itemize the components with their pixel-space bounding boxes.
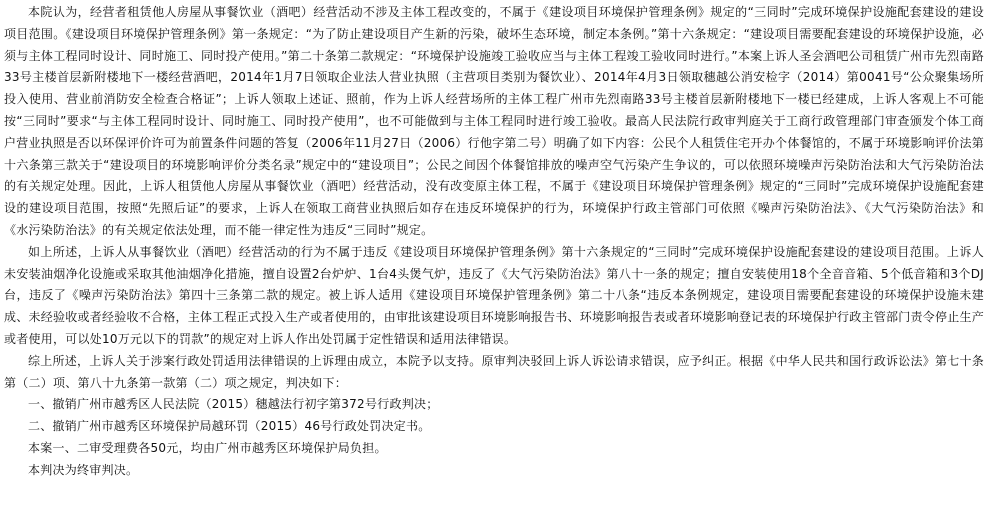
- analysis-paragraph: 如上所述，上诉人从事餐饮业（酒吧）经营活动的行为不属于违反《建设项目环境保护管理条例》第十六条规定的“三同时”完成环境保护设施配套建设的建设项目范围。上诉人未安装油烟净化设施或采取其他油烟净化措施，擅自设置2台炉炉、1台4头煲气炉，违反了《大气污染防治法》第八十一条的规定；擅自安装使用18个全音音箱、5个低音箱和3个DJ台，违反了《噪声污染防治法》第四十三条第二款的规定。被上诉人适用《建设项目环境保护管理条例》第二十八条“违反本条例规定，建设项目需要配套建设的环境保护设施未建成、未经验收或者经验收不合格，主体工程正式投入生产或者使用的，由审批该建设项目环境影响报告书、环境影响报告表或者环境影响登记表的环境保护行政主管部门责令停止生产或者使用，可以处10万元以下的罚款”的规定对上诉人作出处罚属于定性错误和适用法律错误。: [4, 244, 985, 346]
- conclusion-paragraph: 综上所述，上诉人关于涉案行政处罚适用法律错误的上诉理由成立，本院予以支持。原审判决驳回上诉人诉讼请求错误，应予纠正。根据《中华人民共和国行政诉讼法》第七十条第（二）项、第八十九条第一款第（二）项之规定，判决如下：: [4, 353, 984, 390]
- judgment-item-1: 一、撤销广州市越秀区人民法院（2015）穗越法行初字第372号行政判决；: [28, 397, 439, 412]
- judgment-document: [4, 2, 984, 482]
- reasoning-paragraph: 本院认为，经营者租赁他人房屋从事餐饮业（酒吧）经营活动不涉及主体工程改变的，不属于《建设项目环境保护管理条例》规定的“三同时”完成环境保护设施配套建设的建设项目范围。《建设项目环境保护管理条例》第一条规定：“为了防止建设项目产生新的污染，破坏生态环境，制定本条例。”第十六条规定：“建设项目需要配套建设的环境保护设施，必须与主体工程同时设计、同时施工、同时投产使用。”第二十条第二款规定：“环境保护设施竣工验收应当与主体工程竣工验收同时进行。”本案上诉人圣会酒吧公司租赁广州市先烈南路33号主楼首层新附楼地下一楼经营酒吧，2014年1月7日领取企业法人营业执照（主营项目类别为餐饮业）、2014年4月3日领取穗越公消安检字（2014）第0041号“公众聚集场所投入使用、营业前消防安全检查合格证”；上诉人领取上述证、照前，作为上诉人经营场所的主体工程广州市先烈南路33号主楼首层新附楼地下一楼已经建成，上诉人客观上不可能按“三同时”要求“与主体工程同时设计、同时施工、同时投产使用”，也不可能做到与主体工程同时进行竣工验收。最高人民法院行政审判庭关于工商行政管理部门审查颁发个体工商户营业执照是否以环保评价许可为前置条件问题的答复（2006年11月27日（2006）行他字第二号）明确了如下内容：公民个人租赁住宅开办个体餐馆的，不属于环境影响评价法第十六条第三款关于“建设项目的环境影响评价分类名录”规定中的“建设项目”；公民之间因个体餐馆排放的噪声空气污染产生争议的，可以依照环境噪声污染防治法和大气污染防治法的有关规定处理。因此，上诉人租赁他人房屋从事餐饮业（酒吧）经营活动，没有改变原主体工程，不属于《建设项目环境保护管理条例》规定的“三同时”完成环境保护设施配套建设的建设项目范围，按照“先照后证”的要求，上诉人在领取工商营业执照后如存在违反环境保护的行为，环境保护行政主管部门可依照《噪声污染防治法》、《大气污染防治法》和《水污染防治法》的有关规定依法处理，而不能一律定性为违反“三同时”规定。: [4, 5, 984, 237]
- final-judgment-statement: 本判决为终审判决。: [28, 462, 139, 477]
- judgment-item-2: 二、撤销广州市越秀区环境保护局越环罚（2015）46号行政处罚决定书。: [28, 419, 431, 434]
- court-fee-statement: 本案一、二审受理费各50元，均由广州市越秀区环境保护局负担。: [28, 440, 387, 455]
